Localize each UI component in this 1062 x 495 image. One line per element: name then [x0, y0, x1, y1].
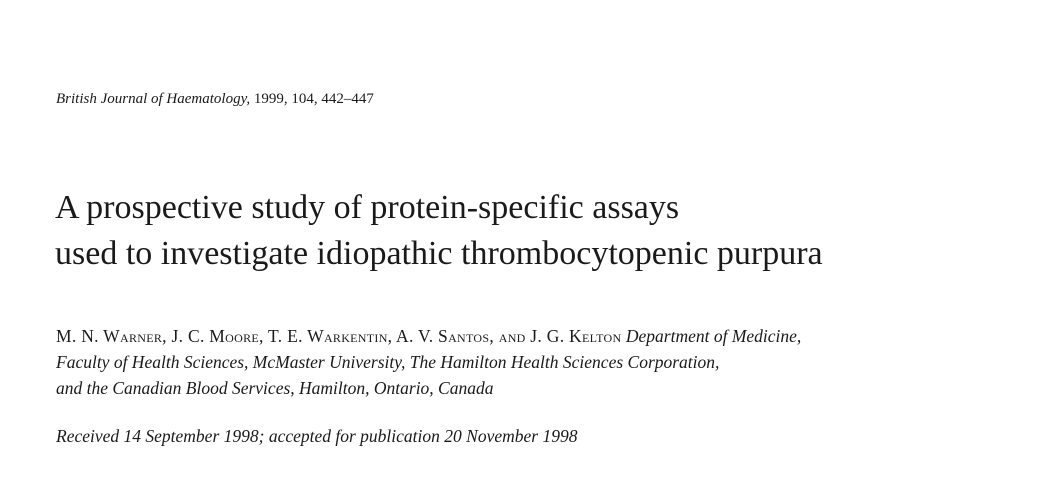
paper-title-line-1: A prospective study of protein-specific assays: [55, 189, 680, 226]
paper-title: [55, 185, 823, 277]
author-block: [56, 323, 801, 401]
paper-title-line-2: used to investigate idiopathic thrombocytopenic purpura: [55, 235, 823, 272]
journal-name: British Journal of Haematology,: [56, 91, 251, 107]
received-dates: Received 14 September 1998; accepted for publication 20 November 1998: [56, 426, 578, 446]
journal-volume-pages: 1999, 104, 442–447: [250, 91, 374, 107]
affiliation-location: and the Canadian Blood Services, Hamilton, Ontario, Canada: [56, 378, 494, 398]
affiliation-faculty: Faculty of Health Sciences, McMaster University, The Hamilton Health Sciences Corporation,: [56, 352, 720, 372]
author-names: M. N. Warner, J. C. Moore, T. E. Warkentin, A. V. Santos, and J. G. Kelton: [56, 326, 622, 346]
journal-citation: [56, 91, 374, 108]
author-line-1: [56, 323, 801, 349]
affiliation-department: Department of Medicine,: [621, 326, 802, 346]
